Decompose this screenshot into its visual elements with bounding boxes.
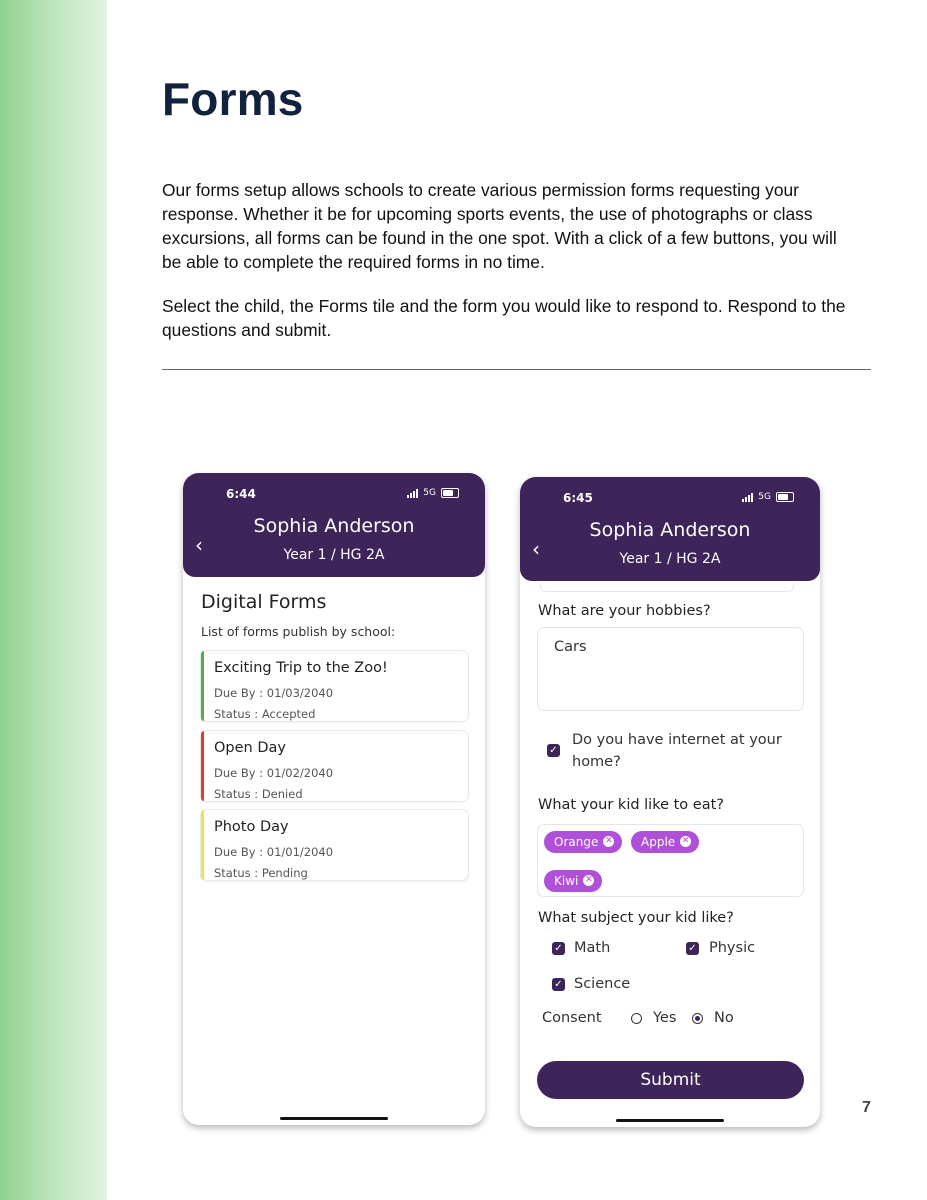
form-title: Exciting Trip to the Zoo! [214,660,388,676]
app-header [183,473,485,577]
form-due-date: Due By : 01/02/2040 [214,766,334,780]
status-time: 6:44 [226,487,256,501]
page-title: Forms [162,73,304,125]
status-pending-bar [201,810,204,880]
food-question: What your kid like to eat? [538,797,724,813]
food-tag-orange: Orange ✕ [544,831,622,853]
signal-icon [742,493,753,502]
intro-paragraph: Our forms setup allows schools to create various permission forms requesting your response. Whether it be for upcoming sports events, the use of photographs or class excursions, all forms can be found in the one spot. With a click of a few buttons, you will be able to complete the required forms in no time. [162,180,837,272]
form-due-date: Due By : 01/03/2040 [214,686,334,700]
hobbies-value: Cars [554,639,587,655]
home-indicator [280,1117,388,1120]
signal-icon [407,489,418,498]
phone-screenshot-forms-list [183,473,485,1125]
math-label: Math [574,940,611,956]
form-title: Photo Day [214,819,289,835]
food-tags-input[interactable] [537,824,804,897]
food-tag-kiwi: Kiwi ✕ [544,870,602,892]
chevron-left-icon[interactable]: ‹ [195,533,203,557]
consent-yes-label: Yes [653,1010,677,1026]
submit-button[interactable]: Submit [537,1061,804,1099]
battery-icon [776,492,794,502]
home-indicator [616,1119,724,1122]
form-status: Status : Denied [214,787,303,801]
science-label: Science [574,976,631,992]
previous-field-edge [540,583,794,592]
science-checkbox[interactable]: ✓ [552,978,565,991]
physic-checkbox[interactable]: ✓ [686,942,699,955]
remove-tag-icon[interactable]: ✕ [681,836,690,846]
subject-question: What subject your kid like? [538,910,734,926]
chevron-left-icon[interactable]: ‹ [532,537,540,561]
physic-label: Physic [709,940,756,956]
consent-no-label: No [714,1010,734,1026]
phone-screenshot-form-detail [520,477,820,1127]
form-card-photo-day[interactable] [200,809,469,881]
status-accepted-bar [201,651,204,721]
app-header [520,477,820,581]
consent-no-radio[interactable] [692,1013,703,1024]
remove-tag-icon[interactable]: ✕ [605,836,613,846]
internet-checkbox[interactable]: ✓ [547,744,560,757]
student-name: Sophia Anderson [253,515,415,537]
math-checkbox[interactable]: ✓ [552,942,565,955]
instructions-paragraph: Select the child, the Forms tile and the form you would like to respond to. Respond to the questions and submit. [162,296,846,340]
network-label: 5G [423,488,436,498]
divider-line [162,369,871,370]
student-class: Year 1 / HG 2A [619,551,721,567]
student-class: Year 1 / HG 2A [283,547,385,563]
decorative-side-band [0,0,107,1200]
hobbies-input[interactable] [537,627,804,711]
status-indicators [407,488,459,498]
battery-icon [441,488,459,498]
page-number: 7 [862,1099,871,1116]
food-tag-apple: Apple ✕ [631,831,699,853]
remove-tag-icon[interactable]: ✕ [585,875,593,885]
digital-forms-heading: Digital Forms [201,591,327,613]
form-card-zoo-trip[interactable] [200,650,469,722]
consent-yes-radio[interactable] [631,1013,642,1024]
student-name: Sophia Anderson [589,519,751,541]
digital-forms-subtitle: List of forms publish by school: [201,624,396,639]
form-title: Open Day [214,740,286,756]
form-due-date: Due By : 01/01/2040 [214,845,334,859]
hobbies-question: What are your hobbies? [538,603,711,619]
form-card-open-day[interactable] [200,730,469,802]
form-status: Status : Pending [214,866,308,880]
internet-label: Do you have internet at your home? [572,732,782,770]
status-time: 6:45 [563,491,593,505]
form-status: Status : Accepted [214,707,316,721]
network-label: 5G [758,492,771,502]
status-denied-bar [201,731,204,801]
consent-label: Consent [542,1010,602,1026]
status-indicators [742,492,794,502]
